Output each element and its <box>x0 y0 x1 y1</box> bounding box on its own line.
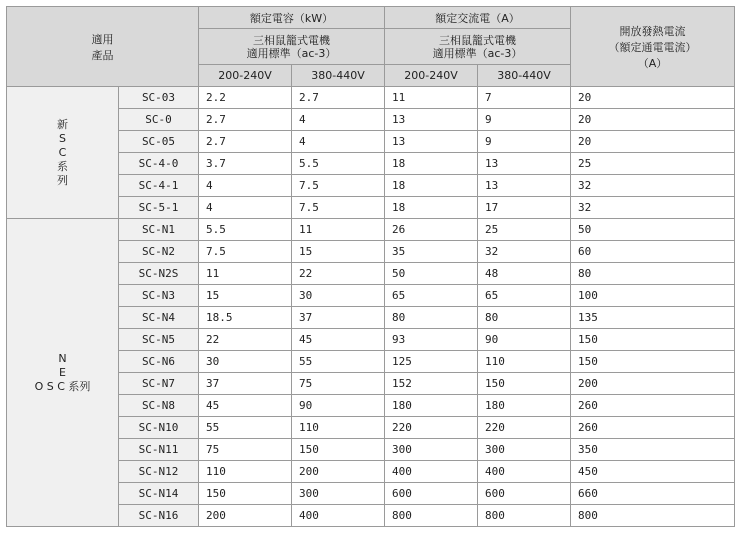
model-cell: SC-N11 <box>119 439 199 461</box>
a-200-240-cell: 35 <box>385 241 478 263</box>
header-heat-line2: （額定通電電流） <box>608 40 697 54</box>
header-motor-line2: 適用標準（ac-3） <box>246 46 337 60</box>
a-380-440-cell: 13 <box>478 175 571 197</box>
header-motor-line1: 三相鼠籠式電機 <box>439 33 516 47</box>
heat-current-cell: 660 <box>571 483 735 505</box>
a-200-240-cell: 13 <box>385 109 478 131</box>
a-380-440-cell: 32 <box>478 241 571 263</box>
a-200-240-cell: 50 <box>385 263 478 285</box>
model-cell: SC-N16 <box>119 505 199 527</box>
kw-380-440-cell: 90 <box>292 395 385 417</box>
model-cell: SC-N12 <box>119 461 199 483</box>
kw-200-240-cell: 22 <box>199 329 292 351</box>
header-open-heat-current <box>571 7 735 87</box>
kw-380-440-cell: 2.7 <box>292 87 385 109</box>
a-200-240-cell: 220 <box>385 417 478 439</box>
model-cell: SC-N2 <box>119 241 199 263</box>
model-cell: SC-N7 <box>119 373 199 395</box>
series-label-line: C <box>58 145 67 159</box>
kw-200-240-cell: 30 <box>199 351 292 373</box>
series-label-line: E <box>59 365 66 379</box>
header-motor-capacity <box>199 29 385 65</box>
heat-current-cell: 260 <box>571 417 735 439</box>
model-cell: SC-N3 <box>119 285 199 307</box>
a-380-440-cell: 80 <box>478 307 571 329</box>
model-cell: SC-N14 <box>119 483 199 505</box>
kw-200-240-cell: 5.5 <box>199 219 292 241</box>
series-label <box>7 219 119 527</box>
kw-380-440-cell: 11 <box>292 219 385 241</box>
header-voltage-380-440-a: 380-440V <box>478 65 571 87</box>
a-380-440-cell: 150 <box>478 373 571 395</box>
kw-380-440-cell: 150 <box>292 439 385 461</box>
a-200-240-cell: 11 <box>385 87 478 109</box>
series-label-line: O S C 系列 <box>34 379 91 393</box>
heat-current-cell: 100 <box>571 285 735 307</box>
heat-current-cell: 150 <box>571 329 735 351</box>
heat-current-cell: 20 <box>571 131 735 153</box>
heat-current-cell: 32 <box>571 197 735 219</box>
series-label-line: 新 <box>57 117 68 131</box>
a-380-440-cell: 180 <box>478 395 571 417</box>
a-380-440-cell: 90 <box>478 329 571 351</box>
header-motor-current <box>385 29 571 65</box>
a-380-440-cell: 9 <box>478 131 571 153</box>
a-380-440-cell: 600 <box>478 483 571 505</box>
model-cell: SC-4-0 <box>119 153 199 175</box>
kw-380-440-cell: 30 <box>292 285 385 307</box>
model-cell: SC-0 <box>119 109 199 131</box>
series-label-line: 列 <box>57 173 68 187</box>
kw-380-440-cell: 200 <box>292 461 385 483</box>
model-cell: SC-N4 <box>119 307 199 329</box>
a-380-440-cell: 7 <box>478 87 571 109</box>
heat-current-cell: 20 <box>571 109 735 131</box>
a-380-440-cell: 25 <box>478 219 571 241</box>
a-200-240-cell: 80 <box>385 307 478 329</box>
kw-380-440-cell: 4 <box>292 109 385 131</box>
table-row <box>7 87 735 109</box>
a-200-240-cell: 152 <box>385 373 478 395</box>
a-200-240-cell: 26 <box>385 219 478 241</box>
kw-380-440-cell: 75 <box>292 373 385 395</box>
model-cell: SC-05 <box>119 131 199 153</box>
header-rated-capacity: 額定電容（kW） <box>199 7 385 29</box>
kw-200-240-cell: 75 <box>199 439 292 461</box>
heat-current-cell: 200 <box>571 373 735 395</box>
model-cell: SC-4-1 <box>119 175 199 197</box>
series-label-line: S <box>59 131 66 145</box>
a-200-240-cell: 18 <box>385 153 478 175</box>
a-200-240-cell: 300 <box>385 439 478 461</box>
kw-200-240-cell: 15 <box>199 285 292 307</box>
heat-current-cell: 50 <box>571 219 735 241</box>
heat-current-cell: 135 <box>571 307 735 329</box>
kw-200-240-cell: 4 <box>199 197 292 219</box>
model-cell: SC-N1 <box>119 219 199 241</box>
a-380-440-cell: 17 <box>478 197 571 219</box>
heat-current-cell: 25 <box>571 153 735 175</box>
header-motor-line2: 適用標準（ac-3） <box>432 46 523 60</box>
header-product-line2: 產品 <box>91 48 114 62</box>
a-200-240-cell: 400 <box>385 461 478 483</box>
a-200-240-cell: 125 <box>385 351 478 373</box>
a-200-240-cell: 600 <box>385 483 478 505</box>
kw-200-240-cell: 55 <box>199 417 292 439</box>
kw-380-440-cell: 45 <box>292 329 385 351</box>
kw-200-240-cell: 4 <box>199 175 292 197</box>
kw-200-240-cell: 3.7 <box>199 153 292 175</box>
header-product-line1: 適用 <box>91 32 114 46</box>
table-header <box>7 7 735 87</box>
a-380-440-cell: 9 <box>478 109 571 131</box>
kw-380-440-cell: 15 <box>292 241 385 263</box>
kw-380-440-cell: 7.5 <box>292 175 385 197</box>
model-cell: SC-5-1 <box>119 197 199 219</box>
heat-current-cell: 450 <box>571 461 735 483</box>
kw-200-240-cell: 2.2 <box>199 87 292 109</box>
a-200-240-cell: 18 <box>385 197 478 219</box>
kw-200-240-cell: 2.7 <box>199 109 292 131</box>
a-380-440-cell: 400 <box>478 461 571 483</box>
kw-380-440-cell: 110 <box>292 417 385 439</box>
a-380-440-cell: 220 <box>478 417 571 439</box>
kw-380-440-cell: 7.5 <box>292 197 385 219</box>
header-rated-current: 額定交流電（A） <box>385 7 571 29</box>
kw-380-440-cell: 22 <box>292 263 385 285</box>
a-200-240-cell: 93 <box>385 329 478 351</box>
header-heat-line1: 開放發熱電流 <box>619 24 686 38</box>
series-label-line: 系 <box>57 159 68 173</box>
kw-200-240-cell: 45 <box>199 395 292 417</box>
model-cell: SC-N10 <box>119 417 199 439</box>
kw-200-240-cell: 37 <box>199 373 292 395</box>
header-product <box>7 7 199 87</box>
model-cell: SC-N6 <box>119 351 199 373</box>
heat-current-cell: 32 <box>571 175 735 197</box>
model-cell: SC-N2S <box>119 263 199 285</box>
kw-380-440-cell: 300 <box>292 483 385 505</box>
kw-380-440-cell: 55 <box>292 351 385 373</box>
heat-current-cell: 80 <box>571 263 735 285</box>
model-cell: SC-03 <box>119 87 199 109</box>
kw-200-240-cell: 150 <box>199 483 292 505</box>
a-200-240-cell: 180 <box>385 395 478 417</box>
kw-200-240-cell: 11 <box>199 263 292 285</box>
model-cell: SC-N8 <box>119 395 199 417</box>
heat-current-cell: 800 <box>571 505 735 527</box>
kw-200-240-cell: 200 <box>199 505 292 527</box>
contactor-spec-table <box>6 6 735 527</box>
table-row <box>7 219 735 241</box>
kw-380-440-cell: 4 <box>292 131 385 153</box>
header-voltage-380-440-kw: 380-440V <box>292 65 385 87</box>
a-380-440-cell: 65 <box>478 285 571 307</box>
heat-current-cell: 20 <box>571 87 735 109</box>
a-200-240-cell: 65 <box>385 285 478 307</box>
a-200-240-cell: 18 <box>385 175 478 197</box>
kw-380-440-cell: 5.5 <box>292 153 385 175</box>
kw-380-440-cell: 37 <box>292 307 385 329</box>
header-heat-line3: （A） <box>637 56 668 70</box>
a-380-440-cell: 800 <box>478 505 571 527</box>
a-200-240-cell: 800 <box>385 505 478 527</box>
table-body <box>7 87 735 527</box>
kw-200-240-cell: 7.5 <box>199 241 292 263</box>
header-voltage-200-240-a: 200-240V <box>385 65 478 87</box>
heat-current-cell: 150 <box>571 351 735 373</box>
kw-380-440-cell: 400 <box>292 505 385 527</box>
kw-200-240-cell: 2.7 <box>199 131 292 153</box>
heat-current-cell: 60 <box>571 241 735 263</box>
header-motor-line1: 三相鼠籠式電機 <box>253 33 330 47</box>
kw-200-240-cell: 18.5 <box>199 307 292 329</box>
kw-200-240-cell: 110 <box>199 461 292 483</box>
model-cell: SC-N5 <box>119 329 199 351</box>
a-380-440-cell: 48 <box>478 263 571 285</box>
a-200-240-cell: 13 <box>385 131 478 153</box>
a-380-440-cell: 300 <box>478 439 571 461</box>
series-label <box>7 87 119 219</box>
header-voltage-200-240-kw: 200-240V <box>199 65 292 87</box>
series-label-line: N <box>58 351 67 365</box>
heat-current-cell: 260 <box>571 395 735 417</box>
a-380-440-cell: 110 <box>478 351 571 373</box>
a-380-440-cell: 13 <box>478 153 571 175</box>
heat-current-cell: 350 <box>571 439 735 461</box>
